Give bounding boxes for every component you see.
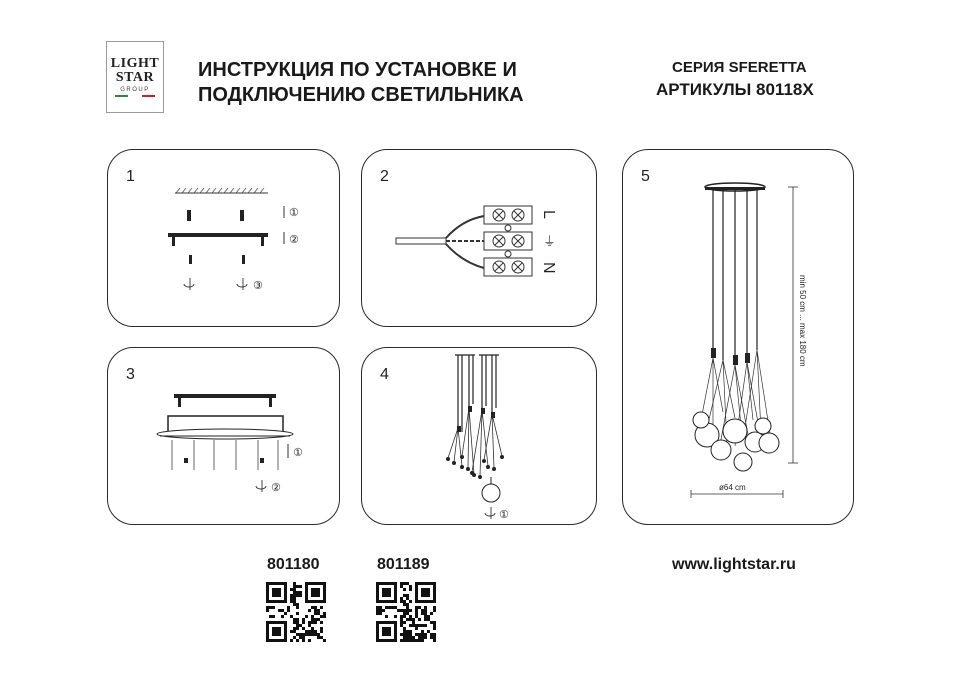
label-2: ② [289, 233, 299, 246]
width-dimension-label: ø64 cm [719, 483, 746, 492]
italian-flag-stripe [115, 95, 155, 97]
series-label: СЕРИЯ SFERETTA [672, 59, 807, 76]
height-dimension-label: min 50 cm ... max 180 cm [798, 275, 807, 367]
step-4-panel [361, 347, 597, 525]
step-number: 3 [126, 366, 135, 383]
step-number: 1 [126, 168, 135, 185]
step-3-diagram [108, 348, 341, 526]
label-2: ② [271, 481, 281, 494]
step-2-panel [361, 149, 597, 327]
label-1: ① [289, 206, 299, 219]
label-3: ③ [253, 279, 263, 292]
document-title [198, 58, 524, 108]
title-line1: ИНСТРУКЦИЯ ПО УСТАНОВКЕ И [198, 59, 517, 81]
wire-N-label: N [540, 262, 557, 274]
step-5-panel [622, 149, 854, 525]
logo-line1: LIGHT [110, 56, 160, 71]
product-code-1: 801180 [267, 556, 320, 573]
article-label: АРТИКУЛЫ 80118X [656, 80, 814, 99]
step-number: 5 [641, 168, 650, 185]
brand-logo [106, 41, 164, 113]
wire-ground-label: ⏚ [543, 235, 557, 250]
label-1: ① [499, 508, 509, 521]
website-link[interactable]: www.lightstar.ru [672, 556, 796, 573]
title-line2: ПОДКЛЮЧЕНИЮ СВЕТИЛЬНИКА [198, 84, 524, 106]
qr-code-2 [376, 582, 436, 642]
logo-line2: STAR [115, 70, 155, 85]
qr-code-1 [266, 582, 326, 642]
step-number: 2 [380, 168, 389, 185]
wire-L-label: L [540, 210, 557, 219]
step-number: 4 [380, 366, 389, 383]
step-2-diagram [362, 150, 598, 328]
step-5-diagram [623, 150, 855, 526]
product-code-2: 801189 [377, 556, 430, 573]
logo-line3: GROUP [120, 87, 150, 93]
step-1-panel [107, 149, 340, 327]
step-4-diagram [362, 348, 598, 526]
step-1-diagram [108, 150, 341, 328]
label-1: ① [293, 446, 303, 459]
step-3-panel [107, 347, 340, 525]
